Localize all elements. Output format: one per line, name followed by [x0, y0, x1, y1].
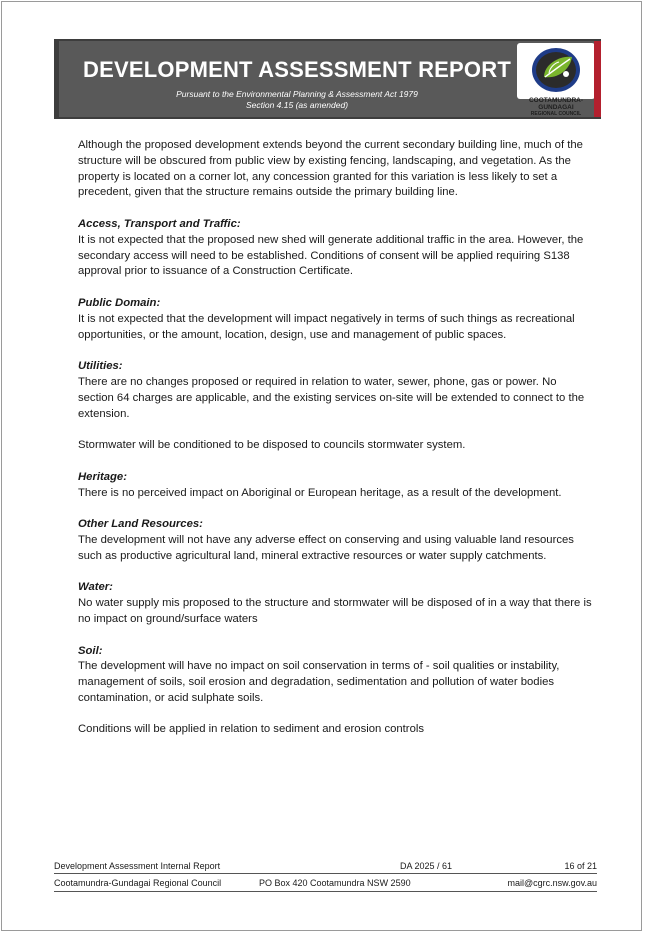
- report-banner: [54, 39, 601, 119]
- footer-report-name: Development Assessment Internal Report: [54, 861, 221, 871]
- footer-page-number: 16 of 21: [564, 861, 597, 871]
- intro-paragraph: Although the proposed development extends beyond the current secondary building line, much of the structure will be obscured from public view by existing fencing, landscaping, and vegetation. As the property is located on a corner lot, any concession granted for this variation is less likely to set a precedent, given that the structure remains outside the primary building line.: [78, 139, 583, 199]
- report-title: DEVELOPMENT ASSESSMENT REPORT: [83, 57, 511, 82]
- footer-email: mail@cgrc.nsw.gov.au: [507, 878, 597, 888]
- stormwater-paragraph: Stormwater will be conditioned to be disposed to councils stormwater system.: [78, 439, 466, 452]
- utilities-heading: Utilities:: [78, 360, 123, 373]
- report-subtitle-section: Section 4.15 (as amended): [245, 100, 349, 110]
- heritage-heading: Heritage:: [78, 470, 127, 483]
- report-body: [78, 138, 593, 738]
- access-heading: Access, Transport and Traffic:: [78, 217, 241, 230]
- footer-address: PO Box 420 Cootamundra NSW 2590: [259, 878, 411, 888]
- public-domain-paragraph: It is not expected that the development will impact negatively in terms of such things as recreational opportunities, or the amount, location, design, use and management of public spaces.: [78, 312, 575, 341]
- conditions-paragraph: Conditions will be applied in relation to sediment and erosion controls: [78, 723, 425, 736]
- heritage-paragraph: There is no perceived impact on Aboriginal or European heritage, as a result of the development.: [78, 486, 562, 499]
- logo-wordmark-line1: COOTAMUNDRA-GUNDAGAI: [528, 97, 584, 111]
- water-paragraph: No water supply mis proposed to the structure and stormwater will be disposed of in a way that there is no impact on ground/surface waters: [78, 597, 592, 625]
- logo-wordmark: [517, 97, 595, 118]
- footer-da-number: DA 2025 / 61: [400, 861, 453, 871]
- council-logo: [517, 43, 595, 117]
- access-paragraph: It is not expected that the proposed new shed will generate additional traffic in the area. However, the secondary access will need to be established. Conditions of consent will be applied requiring S138 approval prior to issuance of a Construction Certificate.: [78, 233, 584, 278]
- report-subtitle-act: Pursuant to the Environmental Planning & Assessment Act 1979: [176, 89, 418, 99]
- footer-divider-2: [54, 891, 597, 892]
- leaf-logo-icon: [517, 43, 595, 99]
- logo-wordmark-line2: REGIONAL COUNCIL: [530, 111, 582, 117]
- land-resources-paragraph: The development will not have any adverse effect on conserving and using valuable land resources such as productive agricultural land, mineral extractive resources or water supply catchments.: [78, 533, 574, 562]
- soil-paragraph: The development will have no impact on soil conservation in terms of - soil qualities or instability, management of soils, soil erosion and degradation, sedimentation and pollution of water bodies contamination, or acid sulphate soils.: [78, 660, 560, 704]
- footer-divider-1: [54, 873, 597, 874]
- land-resources-heading: Other Land Resources:: [78, 518, 203, 531]
- soil-heading: Soil:: [78, 644, 103, 657]
- footer-council-name: Cootamundra-Gundagai Regional Council: [54, 878, 222, 888]
- utilities-paragraph: There are no changes proposed or required in relation to water, sewer, phone, gas or power. No section 64 charges are applicable, and the existing services on-site will be extended to connect to the extension.: [78, 375, 585, 420]
- water-heading: Water:: [78, 581, 113, 594]
- public-domain-heading: Public Domain:: [78, 296, 161, 309]
- banner-accent-bar: [594, 41, 601, 117]
